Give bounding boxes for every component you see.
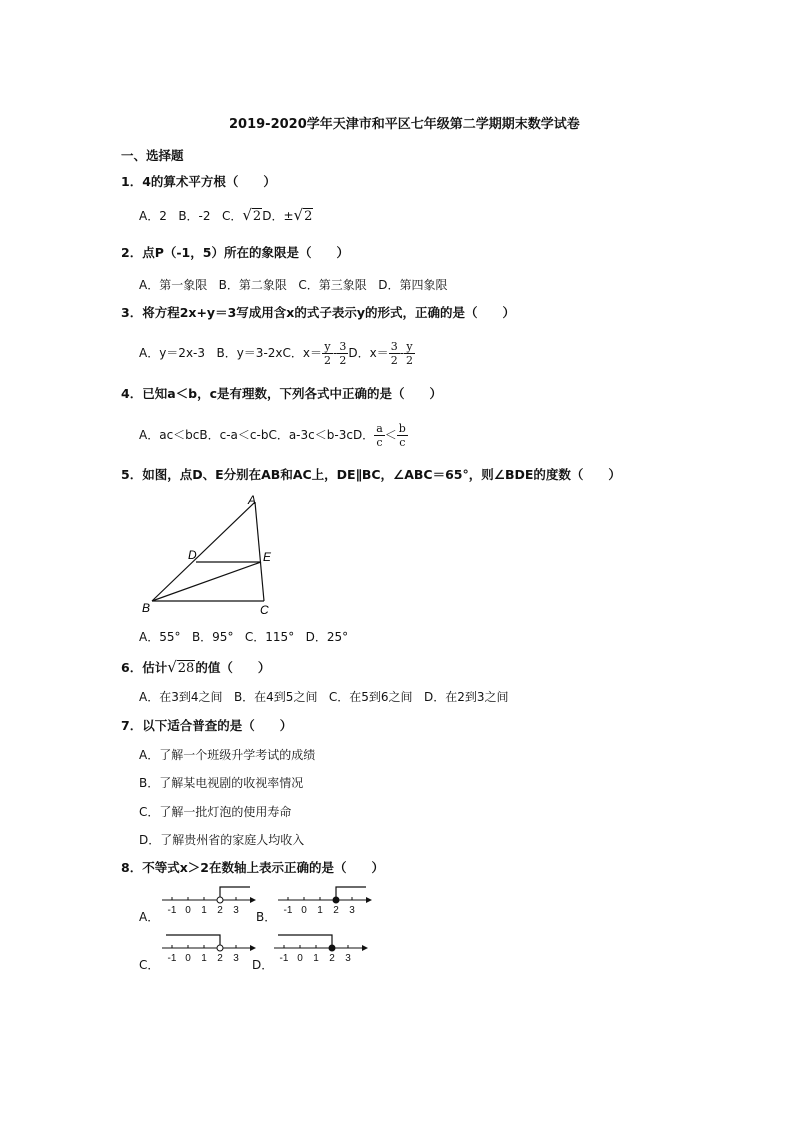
question-2-stem: 2．点P（-1，5）所在的象限是（ ）	[121, 245, 349, 260]
q7-option-c: C．了解一批灯泡的使用寿命	[139, 805, 292, 819]
solution-ray	[166, 935, 220, 948]
q5-option-a: A．55°	[139, 630, 181, 644]
tick-label: 0	[297, 953, 303, 964]
tick-label: 2	[217, 953, 223, 964]
q4-option-b: B．c-a＜c-b	[199, 428, 269, 442]
tick-label: 0	[185, 953, 191, 964]
question-1-options	[139, 207, 313, 225]
q8-option-c-label: C．	[139, 958, 160, 972]
tick-label: 3	[233, 905, 239, 916]
tick-label: 2	[217, 905, 223, 916]
number-line-b	[276, 884, 374, 920]
question-5-stem: 5．如图，点D、E分别在AB和AC上，DE∥BC，∠ABC＝65°，则∠BDE的度数（ ）	[121, 467, 621, 482]
tick-label: -1	[167, 953, 177, 964]
question-8-stem: 8．不等式x＞2在数轴上表示正确的是（ ）	[121, 860, 384, 875]
q6-option-b: B．在4到5之间	[233, 690, 318, 704]
q2-option-a: A．第一象限	[139, 278, 208, 292]
tick-label: 0	[185, 905, 191, 916]
closed-dot	[333, 897, 339, 903]
label-b: B	[142, 601, 151, 615]
tick-label: 1	[313, 953, 319, 964]
axis-arrow	[366, 897, 372, 903]
q8-option-a-label: A．	[139, 910, 160, 924]
solution-ray	[278, 935, 332, 948]
open-dot	[217, 945, 223, 951]
question-6-stem: 6．估计√28的值（ ）	[121, 658, 271, 676]
minus-sign: -	[399, 346, 405, 360]
label-a: A	[248, 493, 257, 507]
question-2-options	[139, 277, 447, 293]
tick-label: 1	[317, 905, 323, 916]
number-line-a	[160, 884, 258, 920]
question-6-options	[139, 689, 509, 705]
question-3-options	[139, 338, 415, 368]
q1-option-a: A．2	[139, 209, 167, 223]
q7-option-b: B．了解某电视剧的收视率情况	[139, 776, 304, 790]
q5-option-d: D．25°	[305, 630, 349, 644]
tick-label: 1	[201, 905, 207, 916]
tick-label: 3	[233, 953, 239, 964]
label-e: E	[263, 550, 272, 564]
number-line-c	[160, 932, 258, 968]
axis-arrow	[250, 897, 256, 903]
minus-sign: -	[333, 346, 338, 360]
section-heading: 一、选择题	[121, 148, 184, 163]
q8-option-b-label: B．	[256, 910, 277, 924]
solution-ray	[336, 887, 366, 900]
sqrt-28: √28	[167, 658, 195, 676]
sqrt-2-d: √2	[293, 206, 313, 224]
sqrt-2-c: √2	[242, 206, 262, 224]
question-3-stem: 3．将方程2x+y＝3写成用含x的式子表示y的形式，正确的是（ ）	[121, 305, 515, 320]
open-dot	[217, 897, 223, 903]
question-5-options	[139, 629, 348, 645]
tick-label: 3	[349, 905, 355, 916]
fraction: $\frac{y}{2}$	[324, 340, 331, 367]
fraction: $\frac{y}{2}$	[406, 340, 414, 367]
tick-label: 3	[345, 953, 351, 964]
q1-option-b: B．-2	[178, 209, 211, 223]
question-4-options	[139, 420, 408, 450]
tick-label: -1	[283, 905, 293, 916]
q3-option-a: A．y＝2x-3	[139, 346, 206, 360]
q8-option-d-label: D．	[252, 958, 274, 972]
page-title: 2019-2020学年天津市和平区七年级第二学期期末数学试卷	[229, 117, 580, 132]
q1-option-c-prefix: C．	[221, 209, 243, 223]
q7-option-d: D．了解贵州省的家庭人均收入	[139, 833, 305, 847]
q6-option-c: C．在5到6之间	[328, 690, 413, 704]
question-4-stem: 4．已知a＜b，c是有理数，下列各式中正确的是（ ）	[121, 386, 442, 401]
fraction: $\frac{3}{2}$	[339, 340, 347, 367]
q2-option-b: B．第二象限	[218, 278, 287, 292]
number-line-d	[272, 932, 370, 968]
q7-option-a: A．了解一个班级升学考试的成绩	[139, 748, 316, 762]
triangle-figure	[140, 490, 285, 618]
tick-label: 2	[333, 905, 339, 916]
q3-option-b: B．y＝3-2x	[216, 346, 283, 360]
axis-arrow	[250, 945, 256, 951]
question-1-stem: 1．4的算术平方根（ ）	[121, 174, 276, 189]
q4-option-d-prefix: D．	[352, 428, 375, 442]
label-c: C	[260, 603, 269, 617]
q3-option-c-prefix: C．x＝	[282, 346, 322, 360]
q5-option-b: B．95°	[191, 630, 234, 644]
q2-option-d: D．第四象限	[378, 278, 448, 292]
segment-ab	[152, 502, 255, 601]
fraction: $\frac{3}{2}$	[390, 340, 398, 367]
closed-dot	[329, 945, 335, 951]
fraction: $\frac{b}{c}$	[398, 422, 406, 449]
tick-label: -1	[279, 953, 289, 964]
tick-label: 1	[201, 953, 207, 964]
question-7-stem: 7．以下适合普查的是（ ）	[121, 718, 293, 733]
q4-option-a: A．ac＜bc	[139, 428, 200, 442]
q6-option-a: A．在3到4之间	[139, 690, 223, 704]
label-d: D	[188, 548, 197, 562]
segment-be	[152, 562, 261, 601]
less-than-sign: ＜	[384, 428, 397, 442]
axis-arrow	[362, 945, 368, 951]
solution-ray	[220, 887, 250, 900]
tick-label: 2	[329, 953, 335, 964]
tick-label: 0	[301, 905, 307, 916]
fraction: $\frac{a}{c}$	[376, 422, 383, 449]
q2-option-c: C．第三象限	[298, 278, 367, 292]
q1-option-d-prefix: D．±	[262, 209, 294, 223]
q3-option-d-prefix: D．x＝	[348, 346, 389, 360]
q5-option-c: C．115°	[244, 630, 295, 644]
q4-option-c: C．a-3c＜b-3c	[268, 428, 353, 442]
q6-option-d: D．在2到3之间	[424, 690, 509, 704]
tick-label: -1	[167, 905, 177, 916]
